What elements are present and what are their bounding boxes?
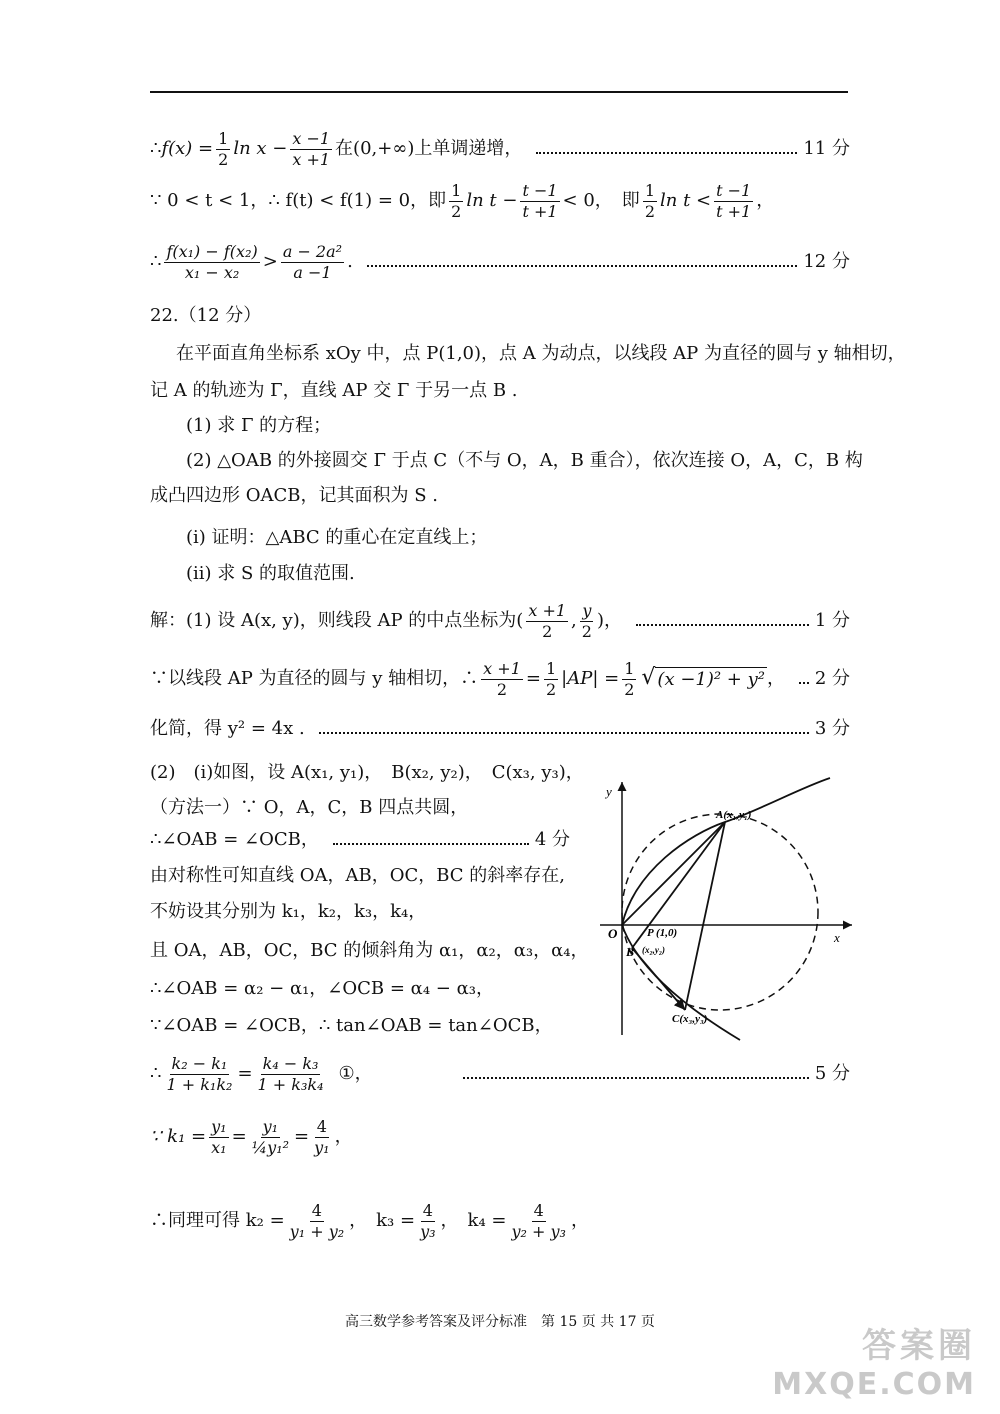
gt-sign: >: [262, 251, 278, 273]
solution-line-10: ∴∠OAB = α₂ − α₁，∠OCB = α₄ − α₃，: [150, 978, 494, 999]
fraction: $\frac{4}{\text{y₁ + y₂}}$: [289, 1201, 345, 1241]
question-22-part-2a: (2) △OAB 的外接圆交 Γ 于点 C（不与 O，A，B 重合），依次连接 O，A，C，B 构: [186, 450, 863, 471]
fraction-a: $\frac{\text{a − 2a²}}{a -1}$: [282, 242, 343, 282]
fraction-mid-y: $\frac{y}{2}$: [581, 601, 592, 641]
header-rule: [150, 91, 848, 93]
solution-line-11: ∵∠OAB = ∠OCB，∴ tan∠OAB = tan∠OCB，: [150, 1015, 553, 1036]
solution-line-14: [150, 1202, 850, 1240]
score-label: 12 分: [803, 251, 850, 273]
point-a-label: A(x₁,y₁): [716, 809, 752, 821]
solution-line-3: [150, 718, 850, 740]
dot-leader: [463, 1077, 809, 1079]
solution-text: ∵以线段 AP 为直径的圆与 y 轴相切，∴: [150, 668, 479, 690]
fraction-mid-x: $\frac{x +1}{2}$: [528, 601, 567, 641]
fraction: $\frac{4}{\text{y₂ + y₃}}$: [511, 1201, 566, 1241]
therefore-symbol: ∴: [150, 251, 162, 273]
fraction: $\frac{4}{\text{y₁}}$: [314, 1117, 330, 1157]
solution-text: 化简，得 y² = 4x .: [150, 718, 305, 739]
solution-line-13: [150, 1118, 850, 1156]
equation-marker: ①，: [338, 1063, 373, 1085]
inequality-mid: < 0， 即: [562, 190, 640, 212]
parabola-upper: [622, 778, 830, 925]
solution-text: 解：(1) 设 A(x, y)，则线段 AP 的中点坐标为(: [150, 610, 524, 632]
punctuation: .: [347, 251, 353, 273]
fraction-half: $\frac{1}{2}$: [218, 129, 229, 169]
score-label: 11 分: [803, 138, 850, 160]
square-root: √ (x −1)² + y²: [641, 665, 765, 691]
line-inequality: [150, 182, 850, 220]
fraction-diff: $\frac{\text{f(x₁) − f(x₂)}}{\text{x₁ − x₂}}$: [166, 242, 258, 282]
equals-sign: =: [294, 1126, 310, 1148]
ln-term: ln t −: [466, 190, 518, 212]
punctuation: ，: [570, 1210, 589, 1232]
fraction: $\frac{4}{\text{y₃}}$: [420, 1201, 436, 1241]
point-b-label: B: [626, 945, 635, 959]
slope-k4: ， k₄ =: [440, 1210, 507, 1232]
watermark-line-2: MXQE.COM: [772, 1367, 976, 1402]
dot-leader: [333, 843, 529, 845]
therefore-symbol: ∴: [150, 138, 162, 160]
solution-line-7: 由对称性可知直线 OA，AB，OC，BC 的斜率存在,: [150, 865, 566, 886]
punctuation: ，: [334, 1126, 353, 1148]
segment-bc: [632, 948, 685, 1010]
point-p-label: P (1,0): [647, 927, 678, 939]
fraction-half: $\frac{1}{2}$: [624, 659, 635, 699]
page-footer: 高三数学参考答案及评分标准 第 15 页 共 17 页: [345, 1314, 655, 1330]
question-22-text-1: 在平面直角坐标系 xOy 中，点 P(1,0)，点 A 为动点，以线段 AP 为直径的圆与 y 轴相切，: [176, 343, 906, 364]
solution-line-5: （方法一）∵ O，A，C，B 四点共圆，: [150, 797, 469, 818]
dot-leader: [799, 682, 809, 684]
fraction: $\frac{x +1}{2}$: [483, 659, 521, 699]
fraction: $\frac{\text{y₁}}{\text{¼y₁²}}$: [251, 1117, 290, 1157]
dot-leader: [636, 624, 809, 626]
solution-line-4: (2) (i)如图，设 A(x₁, y₁)， B(x₂, y₂)， C(x₃, y₃)，: [150, 762, 584, 783]
score-label: 1 分: [814, 610, 850, 632]
fx-expr: f(x) =: [161, 138, 214, 160]
point-c-label: C(x₃,y₃): [672, 1013, 708, 1025]
punctuation: ，: [767, 668, 785, 690]
punctuation: )，: [596, 610, 622, 632]
fraction-k: $\frac{\text{k₂ − k₁}}{\text{1 + k₁k₂}}$: [166, 1054, 233, 1094]
solution-line-1: [150, 602, 850, 640]
slope-k3: ， k₃ =: [349, 1210, 416, 1232]
fraction-half: $\frac{1}{2}$: [451, 181, 462, 221]
fraction-half: $\frac{1}{2}$: [545, 659, 557, 699]
fraction-half: $\frac{1}{2}$: [644, 181, 655, 221]
question-22-text-2: 记 A 的轨迹为 Γ，直线 AP 交 Γ 于另一点 B .: [150, 380, 518, 401]
question-22-heading: 22.（12 分）: [150, 305, 262, 326]
watermark: [772, 1318, 976, 1402]
question-22-part-1: (1) 求 Γ 的方程；: [186, 415, 332, 436]
dot-leader: [536, 152, 797, 154]
score-label: 4 分: [534, 829, 570, 850]
fraction-k: $\frac{\text{k₄ − k₃}}{\text{1 + k₃k₄}}$: [257, 1054, 324, 1094]
therefore-symbol: ∴: [150, 1063, 162, 1085]
dot-leader: [319, 732, 809, 734]
equals-sign: =: [525, 668, 541, 690]
question-22-part-i: (i) 证明：△ABC 的重心在定直线上；: [186, 527, 488, 548]
ap-length: |AP| =: [561, 668, 620, 690]
solution-line-2: [150, 660, 850, 698]
punctuation: ，: [756, 190, 775, 212]
solution-line-6: [150, 829, 570, 851]
fraction-x: $\frac{x -1}{x +1}$: [292, 129, 331, 169]
origin-label: O: [608, 926, 618, 941]
ln-term: ln x −: [233, 138, 288, 160]
line-monotonic: [150, 130, 850, 168]
dot-leader: [367, 265, 798, 267]
watermark-line-1: 答案圈: [862, 1326, 976, 1366]
fraction: $\frac{\text{y₁}}{\text{x₁}}$: [211, 1117, 227, 1157]
y-axis-label: y: [606, 784, 612, 799]
segment-oa: [622, 822, 725, 925]
parabola-circle-figure: [590, 770, 860, 1050]
score-label: 3 分: [814, 718, 850, 739]
ln-term: ln t <: [660, 190, 712, 212]
equals-sign: =: [237, 1063, 253, 1085]
question-22-part-ii: (ii) 求 S 的取值范围.: [186, 563, 355, 584]
solution-text: ∴同理可得 k₂ =: [150, 1210, 285, 1232]
score-label: 2 分: [814, 668, 850, 690]
x-axis-label: x: [834, 930, 840, 945]
solution-line-12: [150, 1055, 850, 1093]
fraction-t: $\frac{t -1}{t +1}$: [716, 181, 752, 221]
line-conclusion: [150, 243, 850, 281]
equals-sign: =: [231, 1126, 247, 1148]
solution-line-9: 且 OA，AB，OC，BC 的倾斜角为 α₁，α₂，α₃，α₄，: [150, 940, 589, 961]
point-b-coord: (x₂,y₂): [642, 945, 666, 955]
question-22-part-2b: 成凸四边形 OACB，记其面积为 S .: [150, 485, 438, 506]
score-label: 5 分: [814, 1063, 850, 1085]
monotonic-text: 在(0,+∞)上单调递增，: [335, 138, 523, 160]
fraction-t: $\frac{t -1}{t +1}$: [522, 181, 558, 221]
inequality-text: ∵ 0 < t < 1，∴ f(t) < f(1) = 0，即: [150, 190, 447, 212]
comma: ,: [571, 610, 577, 632]
solution-line-8: 不妨设其分别为 k₁，k₂，k₃，k₄，: [150, 901, 427, 922]
solution-text: ∴∠OAB = ∠OCB，: [150, 829, 319, 850]
slope-k1: ∵ k₁ =: [150, 1126, 207, 1148]
